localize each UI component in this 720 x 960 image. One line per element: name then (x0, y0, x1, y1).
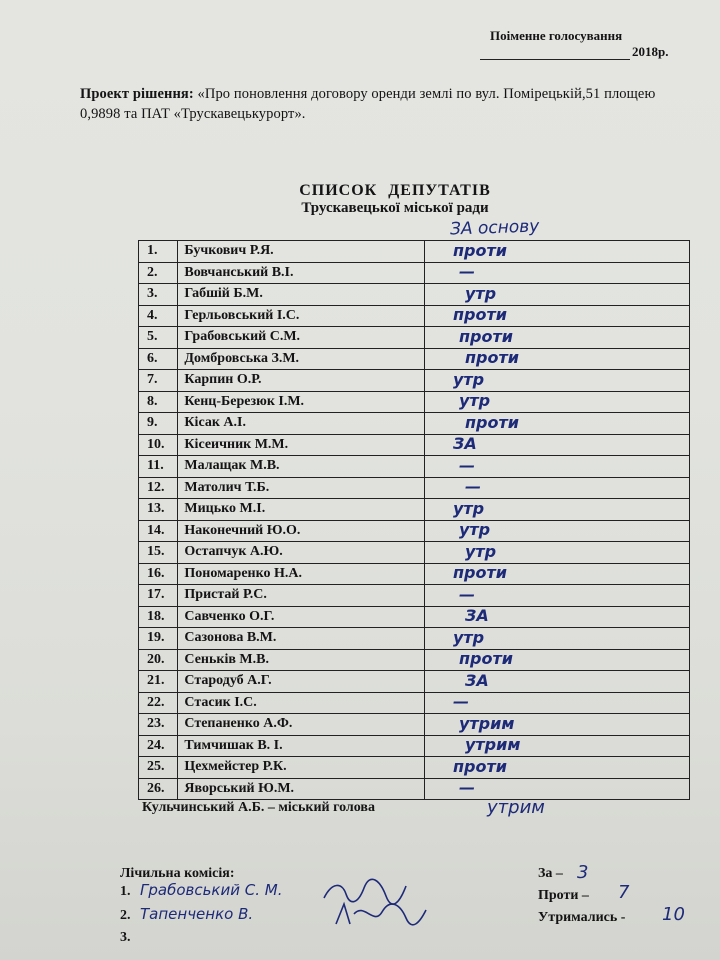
deputy-name: Герльовський І.С. (178, 305, 425, 327)
deputy-number: 4. (139, 305, 178, 327)
deputies-table (138, 240, 690, 800)
deputy-vote: проти (464, 412, 519, 432)
deputy-vote: ЗА (464, 670, 489, 690)
deputy-name: Наконечний Ю.О. (178, 520, 425, 542)
date-suffix: 2018р. (632, 44, 669, 59)
deputy-name: Сеньків М.В. (178, 649, 425, 671)
deputy-number: 9. (139, 413, 178, 435)
commission-label: Лічильна комісія: (120, 866, 235, 881)
table-row (139, 456, 690, 478)
table-row (139, 606, 690, 628)
table-row (139, 241, 690, 263)
deputy-name: Вовчанський В.І. (178, 262, 425, 284)
deputies-table-body (139, 241, 690, 800)
deputy-vote: проти (452, 563, 507, 583)
table-row (139, 563, 690, 585)
table-row (139, 305, 690, 327)
table-row (139, 714, 690, 736)
table-row (139, 585, 690, 607)
deputy-number: 12. (139, 477, 178, 499)
table-row (139, 692, 690, 714)
deputy-vote: проти (452, 305, 507, 325)
deputy-name: Сазонова В.М. (178, 628, 425, 650)
table-row (139, 413, 690, 435)
tally-proty-value: 7 (618, 882, 630, 903)
deputy-vote-cell (424, 714, 689, 736)
deputy-name: Яворський Ю.М. (178, 778, 425, 800)
table-row (139, 499, 690, 521)
deputy-number: 20. (139, 649, 178, 671)
project-decision (80, 84, 695, 124)
deputy-name: Матолич Т.Б. (178, 477, 425, 499)
commission-member-2-signature: Тапенченко В. (140, 905, 254, 923)
deputy-number: 11. (139, 456, 178, 478)
table-row (139, 671, 690, 693)
table-row (139, 391, 690, 413)
deputy-vote-cell (424, 499, 689, 521)
deputy-vote-cell (424, 649, 689, 671)
deputy-vote: утр (458, 391, 491, 411)
deputy-vote: утр (458, 520, 491, 540)
deputy-vote-cell (424, 520, 689, 542)
deputy-vote: — (452, 692, 469, 712)
deputy-vote: проти (458, 649, 513, 669)
deputy-name: Стасик І.С. (178, 692, 425, 714)
deputy-name: Грабовський С.М. (178, 327, 425, 349)
table-row (139, 262, 690, 284)
signature-scribble-2 (330, 898, 430, 930)
deputy-vote-cell (424, 477, 689, 499)
header-title: Поіменне голосування (490, 28, 623, 43)
deputy-vote: — (464, 477, 481, 497)
commission-member-1-num: 1. (120, 884, 131, 899)
deputy-number: 25. (139, 757, 178, 779)
deputy-vote: проти (464, 348, 519, 368)
deputy-vote-cell (424, 628, 689, 650)
table-row (139, 757, 690, 779)
deputy-vote: ЗА (464, 606, 489, 626)
table-row (139, 434, 690, 456)
deputy-number: 10. (139, 434, 178, 456)
deputy-vote-cell (424, 413, 689, 435)
deputy-number: 23. (139, 714, 178, 736)
table-row (139, 542, 690, 564)
commission-member-1-signature: Грабовський С. М. (140, 881, 283, 899)
deputy-vote: утр (452, 627, 485, 647)
project-text: «Про поновлення договору оренди землі по вул. Помірецькій,51 площею 0,9898 та ПАТ «Трускавецькурорт». (80, 86, 656, 122)
deputy-name: Савченко О.Г. (178, 606, 425, 628)
tally-za-value: 3 (577, 862, 589, 883)
deputy-name: Кісеичник М.М. (178, 434, 425, 456)
deputy-vote: утр (452, 498, 485, 518)
deputy-vote: проти (452, 240, 507, 260)
deputy-number: 22. (139, 692, 178, 714)
commission-member-3-num: 3. (120, 930, 131, 945)
deputy-name: Малащак М.В. (178, 456, 425, 478)
deputy-name: Цехмейстер Р.К. (178, 757, 425, 779)
table-row (139, 628, 690, 650)
deputy-number: 21. (139, 671, 178, 693)
deputy-name: Мицько М.І. (178, 499, 425, 521)
table-row (139, 735, 690, 757)
table-row (139, 327, 690, 349)
handwritten-note: ЗА основу (449, 216, 540, 240)
deputy-name: Пономаренко Н.А. (178, 563, 425, 585)
deputy-number: 2. (139, 262, 178, 284)
deputy-name: Домбровська З.М. (178, 348, 425, 370)
deputy-name: Степаненко А.Ф. (178, 714, 425, 736)
deputy-name: Кенц-Березюк І.М. (178, 391, 425, 413)
deputy-vote: утрим (464, 735, 521, 755)
deputy-vote: утр (464, 283, 497, 303)
deputy-vote-cell (424, 327, 689, 349)
table-row (139, 778, 690, 800)
deputy-vote-cell (424, 434, 689, 456)
deputy-vote-cell (424, 370, 689, 392)
table-row (139, 649, 690, 671)
table-row (139, 348, 690, 370)
deputy-vote-cell (424, 284, 689, 306)
deputy-name: Карпин О.Р. (178, 370, 425, 392)
deputy-vote-cell (424, 241, 689, 263)
tally-proty-label: Проти – (538, 888, 589, 903)
deputy-vote: — (458, 262, 475, 282)
deputy-vote: проти (452, 756, 507, 776)
deputy-number: 3. (139, 284, 178, 306)
deputy-vote-cell (424, 305, 689, 327)
deputy-vote: проти (458, 326, 513, 346)
deputy-vote-cell (424, 456, 689, 478)
deputy-number: 16. (139, 563, 178, 585)
deputy-vote-cell (424, 348, 689, 370)
deputy-number: 26. (139, 778, 178, 800)
deputy-number: 7. (139, 370, 178, 392)
deputy-number: 5. (139, 327, 178, 349)
deputy-vote-cell (424, 778, 689, 800)
deputy-name: Стародуб А.Г. (178, 671, 425, 693)
deputy-vote: — (458, 584, 475, 604)
deputy-vote: — (458, 455, 475, 475)
deputy-number: 18. (139, 606, 178, 628)
deputy-vote-cell (424, 671, 689, 693)
deputy-vote-cell (424, 692, 689, 714)
list-subtitle: Трускавецької міської ради (301, 200, 489, 216)
deputy-vote: утр (464, 541, 497, 561)
deputy-number: 17. (139, 585, 178, 607)
header-date (480, 44, 668, 60)
deputy-vote-cell (424, 735, 689, 757)
deputy-name: Тимчишак В. І. (178, 735, 425, 757)
deputy-vote-cell (424, 262, 689, 284)
deputy-vote-cell (424, 563, 689, 585)
deputy-name: Остапчук А.Ю. (178, 542, 425, 564)
table-row (139, 370, 690, 392)
deputy-name: Габшій Б.М. (178, 284, 425, 306)
deputy-number: 14. (139, 520, 178, 542)
deputy-number: 15. (139, 542, 178, 564)
deputy-vote: утрим (458, 713, 515, 733)
tally-utrym-value: 10 (662, 904, 685, 925)
table-row (139, 520, 690, 542)
tally-utrym-label: Утримались - (538, 910, 626, 925)
table-row (139, 284, 690, 306)
deputy-number: 1. (139, 241, 178, 263)
mayor-label: Кульчинський А.Б. – міський голова (142, 800, 375, 815)
deputy-number: 19. (139, 628, 178, 650)
deputy-vote-cell (424, 542, 689, 564)
date-blank-line (480, 47, 630, 60)
commission-member-2-num: 2. (120, 908, 131, 923)
deputy-name: Бучкович Р.Я. (178, 241, 425, 263)
deputy-name: Пристай Р.С. (178, 585, 425, 607)
tally-za-label: За – (538, 866, 563, 881)
deputy-vote: ЗА (452, 434, 477, 454)
deputy-name: Кісак А.І. (178, 413, 425, 435)
deputy-vote: — (458, 778, 475, 798)
deputy-vote-cell (424, 391, 689, 413)
project-label: Проект рішення: (80, 86, 194, 102)
deputy-number: 6. (139, 348, 178, 370)
list-title: СПИСОК ДЕПУТАТІВ (299, 182, 491, 199)
deputy-vote: утр (452, 369, 485, 389)
mayor-vote: утрим (487, 797, 545, 818)
deputy-number: 24. (139, 735, 178, 757)
table-row (139, 477, 690, 499)
deputy-vote-cell (424, 606, 689, 628)
deputy-number: 8. (139, 391, 178, 413)
deputy-vote-cell (424, 757, 689, 779)
deputy-number: 13. (139, 499, 178, 521)
deputy-vote-cell (424, 585, 689, 607)
